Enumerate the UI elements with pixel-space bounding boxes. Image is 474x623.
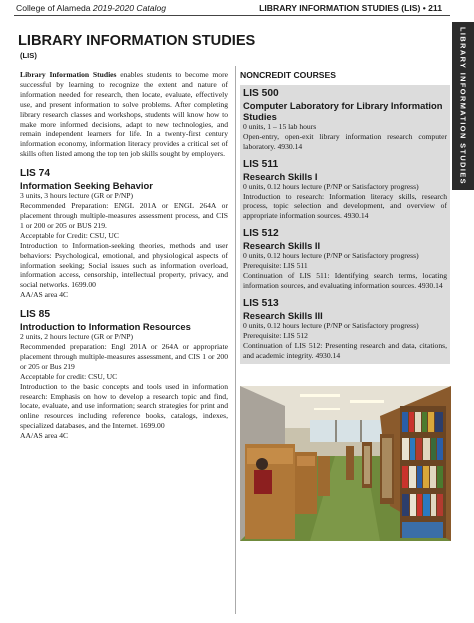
page-title: LIBRARY INFORMATION STUDIES [18, 33, 256, 49]
course-description: Continuation of LIS 512: Presenting research and data, citations, and academic integrity. 4930.14 [243, 340, 447, 360]
course-description: Continuation of LIS 511: Identifying search terms, locating information sources, and evaluating information sources. 4930.14 [243, 271, 447, 290]
course-code: LIS 85 [20, 309, 51, 321]
course-code: LIS 512 [243, 228, 279, 240]
course-block [20, 168, 228, 300]
course-units: 0 units, 0.12 hours lecture (P/NP or Satisfactory progress) [243, 251, 419, 261]
catalog-year: 2019-2020 Catalog [92, 3, 167, 13]
course-description: Introduction to research: Information literacy skills, research process, topic selection and development, and overview of appropriate information sources. 4930.14 [243, 191, 447, 221]
running-header-left [16, 3, 166, 13]
noncredit-heading: NONCREDIT COURSES [240, 70, 336, 80]
course-prep: Recommended preparation: Engl 201A or 264A or appropriate placement through multiple-measures assessment, and CIS 1 or 200 or 205 or Bus 219 [20, 342, 228, 371]
college-name: College of Alameda [16, 3, 91, 13]
column-divider [235, 66, 236, 614]
course-ge: AA/AS area 4C [20, 431, 69, 441]
course-title: Research Skills II [243, 240, 321, 252]
course-description: Introduction to Information-seeking theories, methods and user behaviors: Psychological, emotional, and physiological aspects of information seeking; Social issues such as information overload, information access, censorship, intellectual property, privacy, and social networks. 1699.00 [20, 240, 228, 290]
course-prep: Recommended Preparation: ENGL 201A or ENGL 264A or placement through multiple-measures assessment process, and CIS 1 or 200 or 205 or BUS 219. [20, 201, 228, 230]
library-photo [240, 386, 451, 541]
course-description: Introduction to the basic concepts and tools used in information research: Emphasis on how to develop a research topic and find, locate, evaluate, and use information; search strategies for print and online resources including reference books, catalogs, indexes, specialized databases, and the Internet. 1699.00 [20, 381, 228, 431]
course-prereq: Prerequisite: LIS 512 [243, 330, 308, 340]
course-code: LIS 513 [243, 297, 279, 309]
page-subtitle: (LIS) [20, 51, 37, 60]
course-ge: AA/AS area 4C [20, 290, 69, 300]
course-block [20, 309, 228, 441]
intro-paragraph [20, 70, 228, 159]
course-credit: Acceptable for Credit: CSU, UC [20, 230, 119, 240]
course-credit: Acceptable for credit: CSU, UC [20, 371, 118, 381]
course-prereq: Prerequisite: LIS 511 [243, 261, 308, 271]
course-units: 2 units, 2 hours lecture (GR or P/NP) [20, 332, 134, 342]
right-column [240, 71, 450, 364]
course-units: 0 units, 1 – 15 lab hours [243, 121, 317, 131]
intro-text: enables students to become more successful by learning to recognize the extent and nature of information needed for research, then locate, evaluate, effectively use, and present information to solve problems. After completing library research classes and workshops, students will know how to make more informed decisions, adapt to new technologies, and remain independent learners for life. In a twenty-first century information economy, information literacy provides a critical set of skills often listed among the top ten job skills sought by employers. [20, 70, 228, 159]
library-study-area-photo [240, 386, 451, 541]
course-code: LIS 74 [20, 168, 51, 180]
header-rule [14, 15, 450, 16]
intro-lead: Library Information Studies [20, 70, 117, 79]
course-title: Research Skills III [243, 309, 323, 321]
course-units: 0 units, 0.12 hours lecture (P/NP or Satisfactory progress) [243, 320, 419, 330]
noncredit-box [240, 85, 450, 364]
running-header-right: LIBRARY INFORMATION STUDIES (LIS) • 211 [259, 3, 442, 13]
course-title: Information Seeking Behavior [20, 180, 153, 192]
course-title: Computer Laboratory for Library Information Studies [243, 99, 443, 122]
course-description: Open-entry, open-exit library information research computer laboratory. 4930.14 [243, 131, 447, 151]
course-title: Introduction to Information Resources [20, 321, 191, 333]
course-code: LIS 500 [243, 87, 279, 99]
side-tab-label: LIBRARY INFORMATION STUDIES [458, 27, 468, 185]
course-title: Research Skills I [243, 170, 318, 182]
course-code: LIS 511 [243, 158, 279, 170]
side-tab [452, 22, 474, 190]
course-units: 3 units, 3 hours lecture (GR or P/NP) [20, 191, 134, 201]
course-units: 0 units, 0.12 hours lecture (P/NP or Satisfactory progress) [243, 181, 419, 191]
left-column [20, 70, 228, 441]
